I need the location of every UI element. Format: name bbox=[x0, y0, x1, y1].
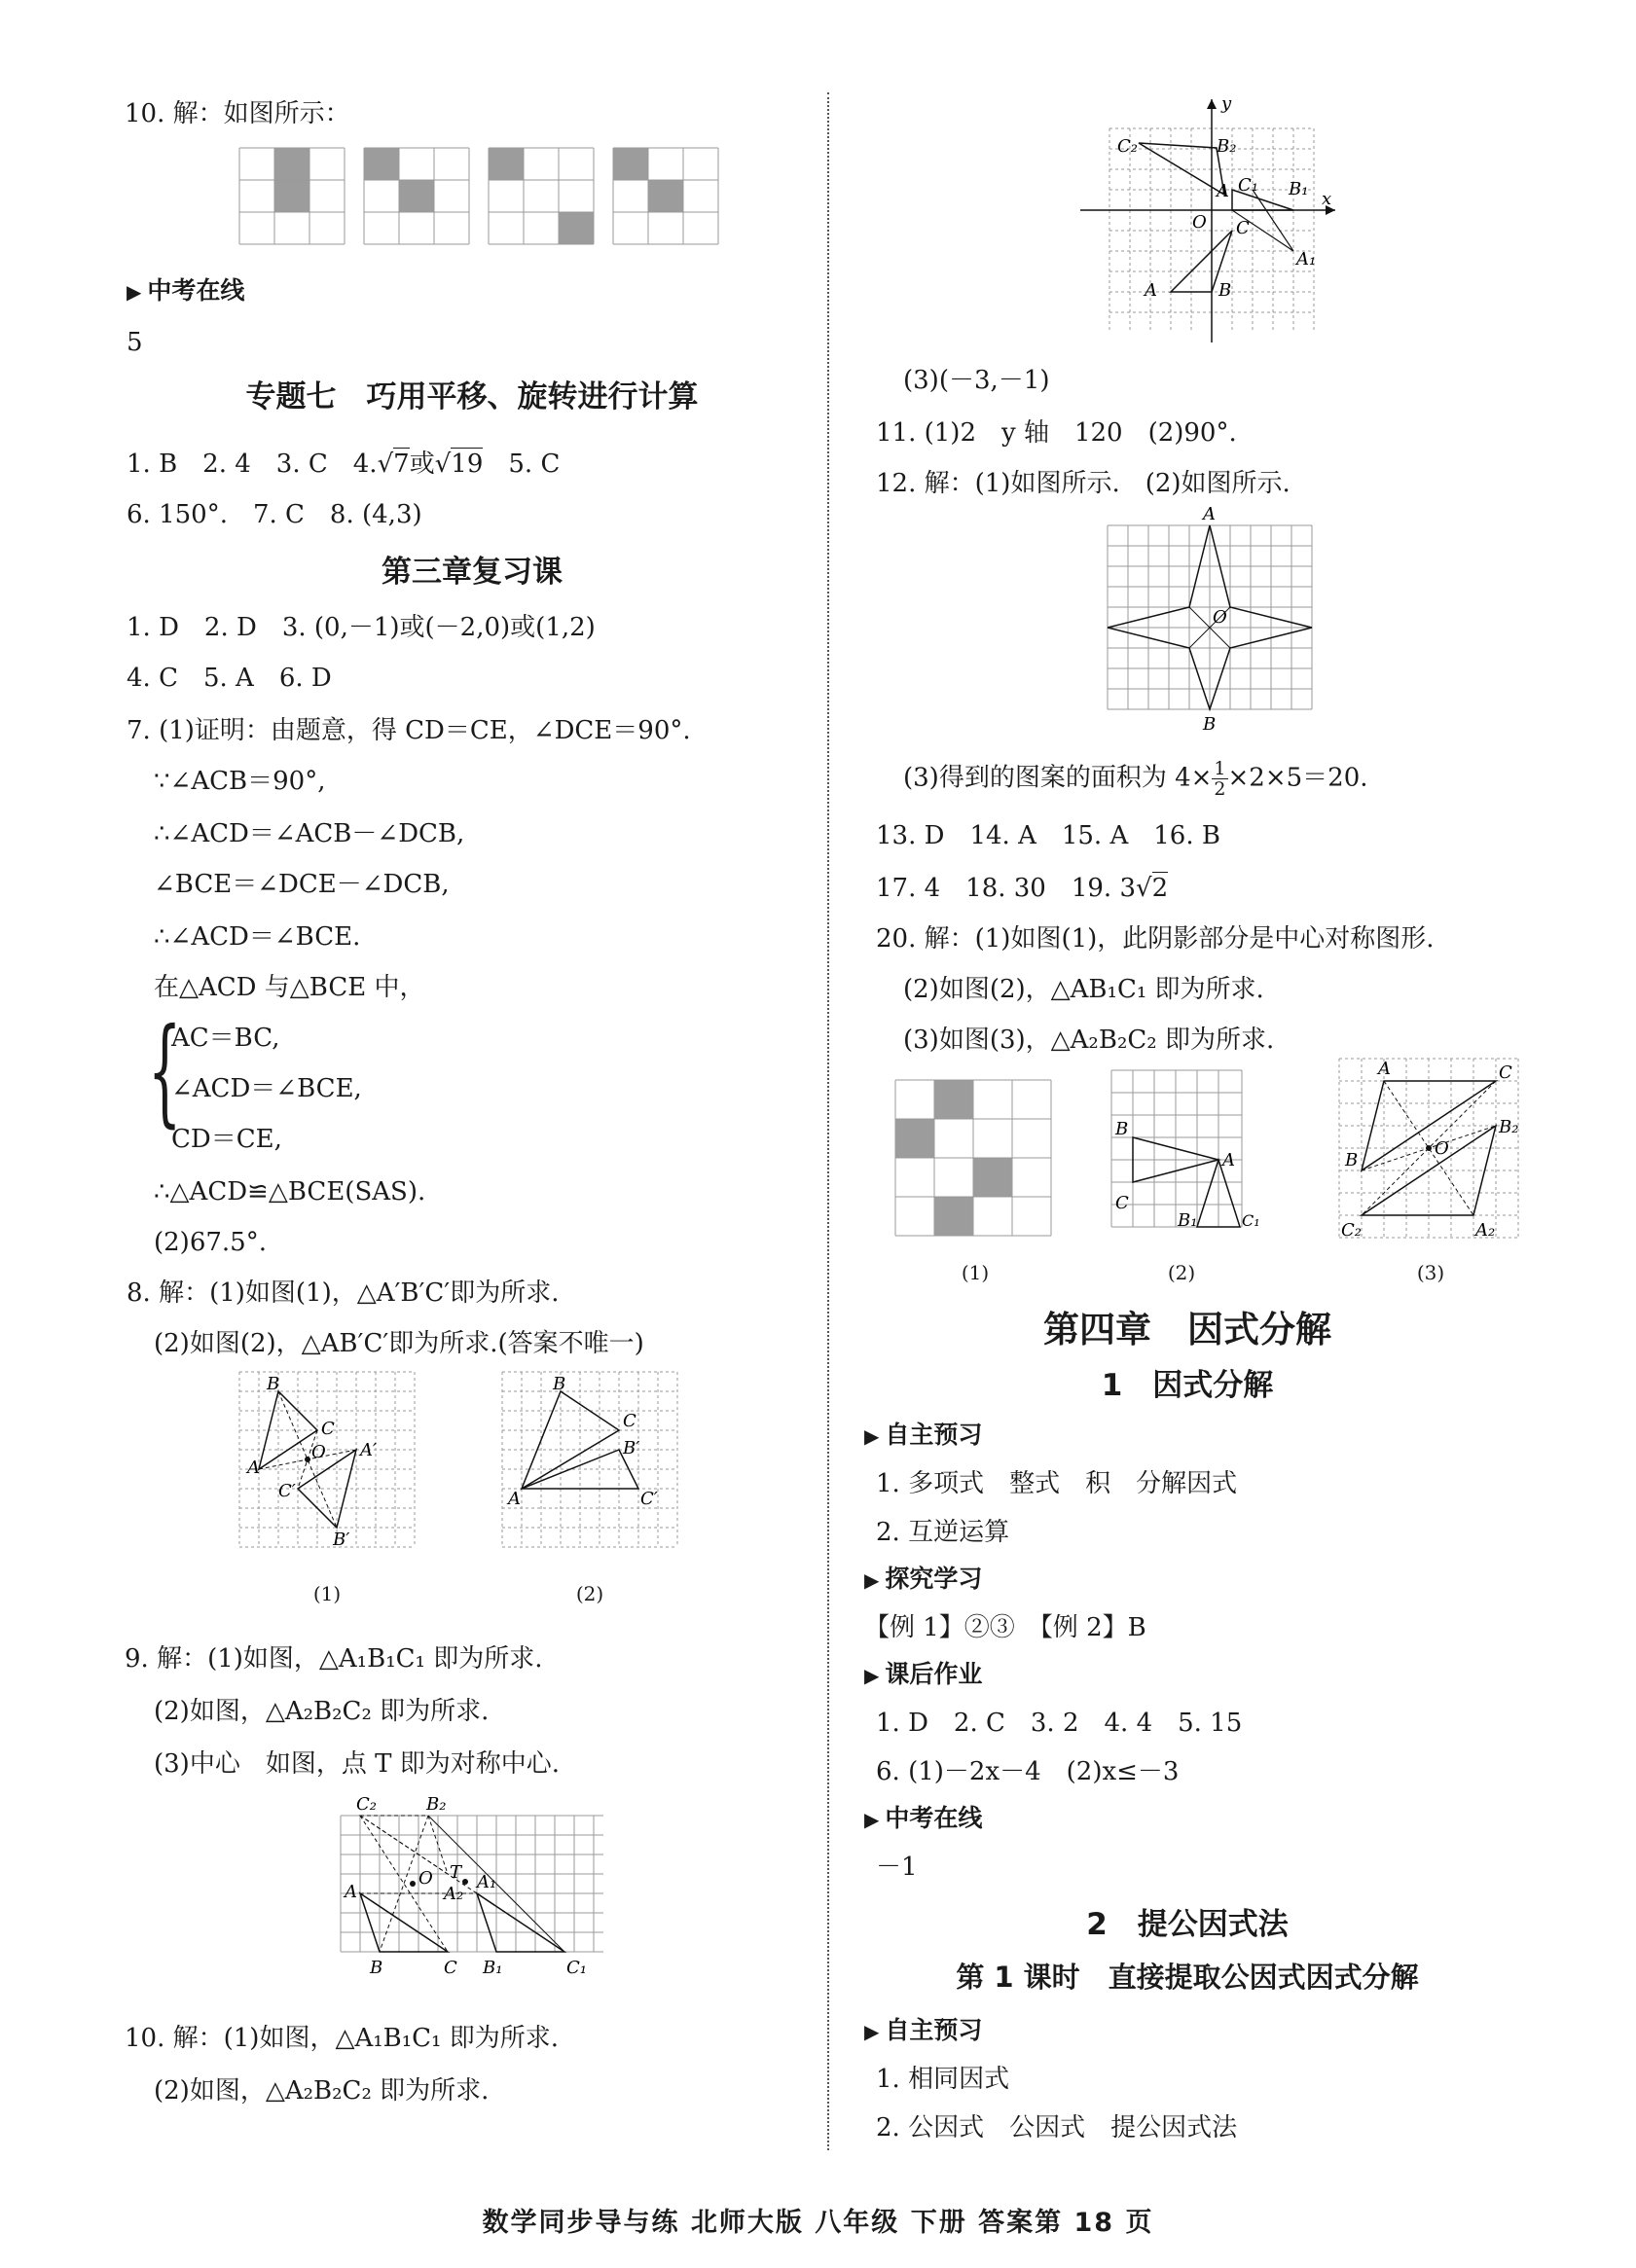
svg-text:T: T bbox=[450, 1862, 462, 1883]
svg-text:B′: B′ bbox=[623, 1438, 640, 1458]
svg-text:x: x bbox=[1322, 189, 1332, 209]
svg-text:B₁: B₁ bbox=[1178, 1210, 1198, 1231]
q20-figure-2 bbox=[1102, 1066, 1260, 1245]
r-q20-1: 20. 解：(1)如图(1)，此阴影部分是中心对称图形. bbox=[876, 924, 1435, 954]
svg-text:C₂: C₂ bbox=[1117, 136, 1138, 157]
svg-text:A₁: A₁ bbox=[477, 1872, 497, 1892]
review-line-8: 在△ACD 与△BCE 中， bbox=[154, 973, 425, 1002]
svg-text:A₂: A₂ bbox=[444, 1884, 464, 1904]
svg-text:B: B bbox=[1345, 1150, 1359, 1170]
svg-text:O: O bbox=[1192, 212, 1207, 233]
svg-text:A: A bbox=[247, 1458, 260, 1478]
svg-text:A₁: A₁ bbox=[1296, 249, 1317, 270]
review-line-11: CD＝CE, bbox=[171, 1125, 282, 1154]
s1-answer-1: 1. 多项式 整式 积 分解因式 bbox=[876, 1469, 1238, 1498]
q8-figure-2 bbox=[502, 1372, 687, 1557]
q20-figure-1 bbox=[895, 1080, 1061, 1245]
s2-answer-2: 2. 公因式 公因式 提公因式法 bbox=[876, 2113, 1238, 2142]
t7-line2: 6. 150°. 7. C 8. (4,3) bbox=[127, 500, 422, 529]
r-q12-3: (3)得到的图案的面积为 4× $\frac{1}{2}$ ×2×5＝20. bbox=[903, 758, 1368, 800]
exam-online-label: ▶ 中考在线 bbox=[864, 1804, 983, 1832]
review-line-7: ∴∠ACD＝∠BCE. bbox=[154, 922, 361, 952]
r-q17: 17. 4 18. 30 19. 3√2 bbox=[876, 874, 1169, 903]
r-q13: 13. D 14. A 15. A 16. B bbox=[876, 821, 1220, 850]
svg-text:B₂: B₂ bbox=[426, 1794, 447, 1815]
review-line-5: ∴∠ACD＝∠ACB－∠DCB, bbox=[154, 819, 465, 848]
s1-answer-2: 2. 互逆运算 bbox=[876, 1518, 1010, 1547]
self-preview-label: ▶ 自主预习 bbox=[864, 1421, 983, 1449]
svg-text:A: A bbox=[1222, 1150, 1235, 1170]
triangle-right-icon: ▶ bbox=[864, 1808, 880, 1831]
review-title: 第三章复习课 bbox=[382, 555, 563, 590]
svg-text:C: C bbox=[444, 1958, 457, 1978]
t7-line1: 1. B 2. 4 3. C 4.√7或√19 5. C bbox=[127, 450, 561, 479]
svg-text:C: C bbox=[1115, 1193, 1129, 1213]
review-line-3: 7. (1)证明：由题意，得 CD＝CE，∠DCE＝90°. bbox=[127, 716, 691, 745]
s1-examples: 【例 1】②③ 【例 2】B bbox=[864, 1613, 1146, 1642]
q10b-line-2: (2)如图，△A₂B₂C₂ 即为所求. bbox=[154, 2076, 490, 2106]
svg-text:C: C bbox=[321, 1419, 335, 1439]
r-q11: 11. (1)2 y 轴 120 (2)90°. bbox=[876, 418, 1237, 448]
section2-subtitle: 第 1 课时 直接提取公因式因式分解 bbox=[956, 1961, 1419, 1994]
svg-text:A: A bbox=[1217, 181, 1229, 201]
review-line-6: ∠BCE＝∠DCE－∠DCB, bbox=[154, 870, 450, 899]
q9-line-1: 9. 解：(1)如图，△A₁B₁C₁ 即为所求. bbox=[125, 1644, 543, 1674]
left-brace: { bbox=[148, 1004, 182, 1139]
q20-caption-2: (2) bbox=[1167, 1261, 1196, 1284]
triangle-right-icon: ▶ bbox=[864, 2020, 880, 2043]
r-q10-3: (3)(－3,－1) bbox=[903, 366, 1050, 395]
s2-answer-1: 1. 相同因式 bbox=[876, 2065, 1010, 2094]
q10-grids-figure bbox=[239, 146, 726, 253]
star-figure bbox=[1100, 504, 1333, 735]
q8-caption-1: (1) bbox=[312, 1582, 342, 1605]
triangle-right-icon: ▶ bbox=[864, 1664, 880, 1687]
svg-text:B₁: B₁ bbox=[1289, 179, 1309, 199]
svg-text:O: O bbox=[311, 1442, 326, 1462]
triangle-right-icon: ▶ bbox=[864, 1568, 880, 1592]
r-q20-3: (3)如图(3)，△A₂B₂C₂ 即为所求. bbox=[903, 1026, 1275, 1055]
zk-section-label: ▶ 中考在线 bbox=[127, 276, 245, 305]
s1-homework-1: 1. D 2. C 3. 2 4. 4 5. 15 bbox=[876, 1709, 1243, 1738]
review-line-10: ∠ACD＝∠BCE, bbox=[171, 1074, 362, 1103]
review-line-12: ∴△ACD≌△BCE(SAS). bbox=[154, 1177, 426, 1206]
svg-text:O: O bbox=[418, 1868, 433, 1889]
explore-label: ▶ 探究学习 bbox=[864, 1565, 983, 1593]
review-line-9: AC＝BC, bbox=[171, 1024, 280, 1053]
q20-figure-3 bbox=[1335, 1051, 1530, 1245]
q8-caption-2: (2) bbox=[575, 1582, 604, 1605]
q10-top: 10. 解：如图所示： bbox=[125, 99, 350, 128]
s1-homework-2: 6. (1)－2x－4 (2)x≤－3 bbox=[876, 1757, 1180, 1786]
svg-text:B: B bbox=[1218, 280, 1232, 301]
svg-text:A: A bbox=[508, 1489, 521, 1509]
svg-text:C′: C′ bbox=[278, 1481, 296, 1501]
triangle-right-icon: ▶ bbox=[127, 280, 142, 304]
svg-text:C₂: C₂ bbox=[1341, 1220, 1362, 1241]
q9-figure bbox=[341, 1794, 613, 1978]
q20-caption-1: (1) bbox=[961, 1261, 990, 1284]
svg-text:A₂: A₂ bbox=[1475, 1220, 1496, 1241]
svg-text:B: B bbox=[267, 1374, 280, 1394]
page-footer: 数学同步导与练 北师大版 八年级 下册 答案第 18 页 bbox=[482, 2208, 1154, 2238]
s1-exam-answer: －1 bbox=[876, 1853, 918, 1882]
q9-line-3: (3)中心 如图，点 T 即为对称中心. bbox=[154, 1749, 560, 1779]
svg-text:B₂: B₂ bbox=[1499, 1117, 1519, 1137]
svg-text:C₂: C₂ bbox=[356, 1794, 377, 1815]
q9-line-2: (2)如图，△A₂B₂C₂ 即为所求. bbox=[154, 1697, 490, 1726]
homework-label: ▶ 课后作业 bbox=[864, 1660, 983, 1688]
r-q12: 12. 解：(1)如图所示. (2)如图所示. bbox=[876, 469, 1291, 498]
svg-text:A: A bbox=[1203, 504, 1216, 524]
svg-text:B′: B′ bbox=[333, 1530, 350, 1550]
svg-text:C₁: C₁ bbox=[566, 1958, 587, 1978]
svg-text:C₁: C₁ bbox=[1242, 1211, 1260, 1230]
review-line-1: 1. D 2. D 3. (0,－1)或(－2,0)或(1,2) bbox=[127, 613, 596, 642]
svg-text:O: O bbox=[1435, 1138, 1449, 1159]
svg-text:O: O bbox=[1213, 607, 1227, 628]
q10b-line-1: 10. 解：(1)如图，△A₁B₁C₁ 即为所求. bbox=[125, 2024, 560, 2053]
svg-text:A: A bbox=[1378, 1059, 1391, 1079]
svg-text:B₂: B₂ bbox=[1217, 136, 1237, 157]
topic7-title: 专题七 巧用平移、旋转进行计算 bbox=[245, 379, 699, 414]
svg-text:B: B bbox=[553, 1374, 566, 1394]
review-line-13: (2)67.5°. bbox=[154, 1228, 267, 1257]
review-line-2: 4. C 5. A 6. D bbox=[127, 664, 332, 693]
svg-text:y: y bbox=[1221, 93, 1232, 114]
r-q20-2: (2)如图(2)，△AB₁C₁ 即为所求. bbox=[903, 975, 1264, 1004]
q20-caption-3: (3) bbox=[1416, 1261, 1445, 1284]
column-divider bbox=[827, 92, 829, 2150]
svg-text:B: B bbox=[1203, 714, 1217, 735]
svg-text:B₁: B₁ bbox=[483, 1958, 503, 1978]
section2-title: 2 提公因式法 bbox=[1086, 1907, 1289, 1942]
svg-text:C: C bbox=[1499, 1062, 1512, 1083]
svg-text:B: B bbox=[370, 1958, 383, 1978]
svg-text:C′: C′ bbox=[640, 1489, 658, 1509]
chapter4-title: 第四章 因式分解 bbox=[1043, 1309, 1331, 1350]
svg-text:C: C bbox=[623, 1411, 636, 1431]
review-line-4: ∵∠ACB＝90°, bbox=[154, 767, 326, 796]
self-preview-label-2: ▶ 自主预习 bbox=[864, 2016, 983, 2044]
svg-text:B: B bbox=[1115, 1119, 1129, 1139]
section1-title: 1 因式分解 bbox=[1101, 1368, 1274, 1403]
svg-text:A: A bbox=[1145, 280, 1157, 301]
review-line-15: (2)如图(2)，△AB′C′即为所求.(答案不唯一) bbox=[154, 1329, 644, 1358]
fraction-one-half: $\frac{1}{2}$ bbox=[1214, 758, 1226, 800]
q8-figure-1 bbox=[239, 1372, 424, 1557]
coordinate-figure bbox=[1080, 90, 1363, 352]
svg-text:A′: A′ bbox=[360, 1440, 378, 1460]
review-line-14: 8. 解：(1)如图(1)，△A′B′C′即为所求. bbox=[127, 1278, 560, 1308]
zk-answer: 5 bbox=[127, 328, 143, 357]
svg-text:C: C bbox=[1236, 218, 1250, 238]
svg-text:A: A bbox=[345, 1882, 357, 1902]
svg-text:C₁: C₁ bbox=[1238, 175, 1258, 196]
triangle-right-icon: ▶ bbox=[864, 1424, 880, 1448]
